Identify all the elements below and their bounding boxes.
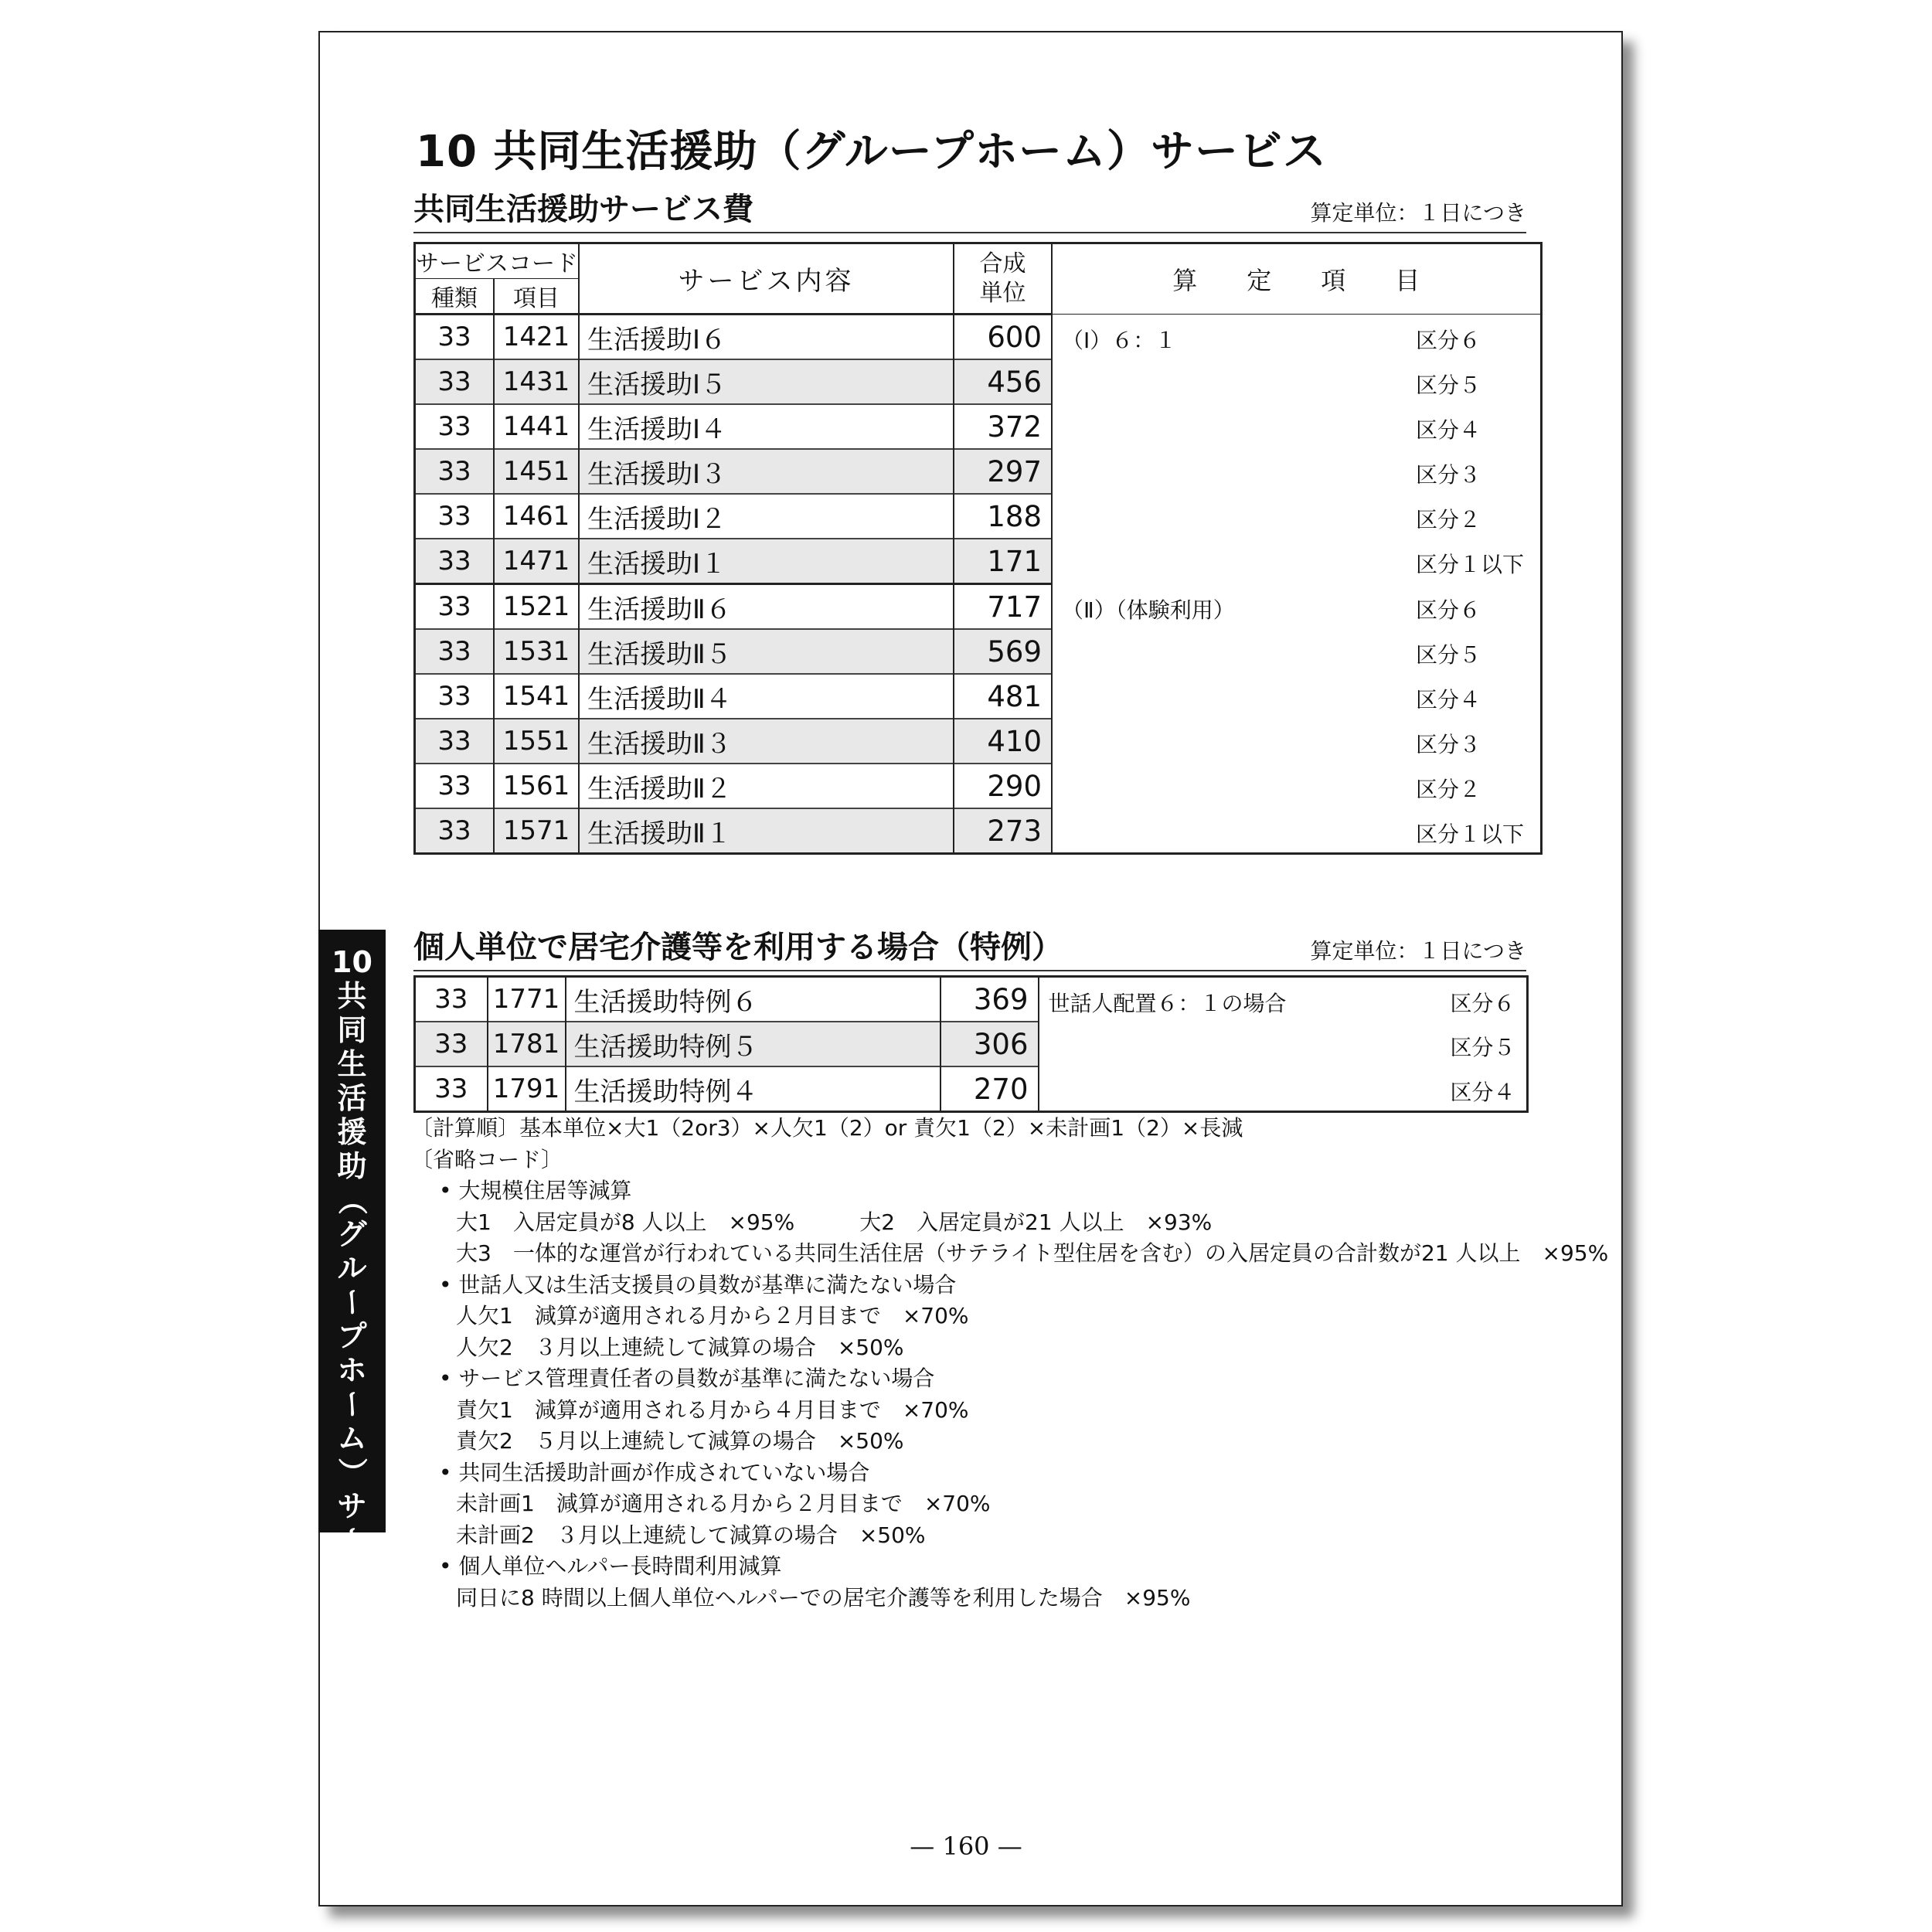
row-units: 188 xyxy=(954,494,1052,539)
calc-category: 区分１以下 xyxy=(1416,552,1525,577)
calc-category: 区分６ xyxy=(1450,991,1515,1016)
row-kind: 33 xyxy=(415,539,494,584)
row-calc-cell xyxy=(1052,315,1541,360)
row-service-name: 生活援助Ⅱ３ xyxy=(579,719,954,764)
calc-category: 区分４ xyxy=(1450,1080,1515,1105)
side-tab-char: ム xyxy=(337,1421,367,1455)
side-tab-char: ー xyxy=(335,1389,369,1419)
row-units: 456 xyxy=(954,359,1052,404)
row-calc-cell xyxy=(1039,1022,1528,1066)
table-row xyxy=(415,977,1528,1022)
page-number: — 160 — xyxy=(910,1832,1022,1861)
row-code: 1551 xyxy=(494,719,579,764)
row-units: 717 xyxy=(954,584,1052,630)
row-units: 171 xyxy=(954,539,1052,584)
group1-rows xyxy=(415,315,1542,584)
calc-category: 区分６ xyxy=(1416,597,1481,623)
special-case-table xyxy=(413,975,1529,1113)
row-kind: 33 xyxy=(415,629,494,674)
row-kind: 33 xyxy=(415,674,494,719)
section1-unit: 算定単位：１日につき xyxy=(1310,200,1526,226)
calc-category: 区分２ xyxy=(1416,507,1481,532)
header-service-content: サービス内容 xyxy=(579,243,954,315)
side-tab-char: 助 xyxy=(337,1149,367,1183)
section2-unit: 算定単位：１日につき xyxy=(1310,938,1526,964)
row-units: 306 xyxy=(940,1022,1039,1066)
table-row xyxy=(415,584,1542,630)
row-code: 1461 xyxy=(494,494,579,539)
side-tab xyxy=(318,930,386,1625)
row-units: 569 xyxy=(954,629,1052,674)
note-line: 〔計算順〕基本単位×大1（2or3）×人欠1（2）or 責欠1（2）×未計画1（2）×長減 xyxy=(411,1115,1243,1141)
row-code: 1471 xyxy=(494,539,579,584)
table-row xyxy=(415,494,1542,539)
side-tab-char: ホ xyxy=(337,1353,367,1387)
row-kind: 33 xyxy=(415,494,494,539)
row-calc-cell xyxy=(1052,629,1541,674)
row-units: 297 xyxy=(954,449,1052,494)
note-line: • 共同生活援助計画が作成されていない場合 xyxy=(439,1459,870,1485)
row-code: 1431 xyxy=(494,359,579,404)
row-code: 1571 xyxy=(494,808,579,854)
side-tab-char: サ xyxy=(337,1489,367,1523)
header-calc-items: 算 定 項 目 xyxy=(1052,243,1541,315)
row-kind: 33 xyxy=(415,359,494,404)
section2-heading: 個人単位で居宅介護等を利用する場合（特例） xyxy=(413,930,1063,965)
side-tab-char: ビ xyxy=(337,1557,367,1591)
row-calc-cell xyxy=(1052,404,1541,449)
calc-category: 区分１以下 xyxy=(1416,821,1525,847)
header-units-line1: 合成 xyxy=(979,250,1026,277)
row-code: 1531 xyxy=(494,629,579,674)
calc-group-label: （Ⅰ）６：１ xyxy=(1062,328,1177,353)
header-kind: 種類 xyxy=(415,279,494,315)
row-kind: 33 xyxy=(415,404,494,449)
table-row xyxy=(415,808,1542,854)
calc-category: 区分４ xyxy=(1416,687,1481,713)
header-item: 項目 xyxy=(494,279,579,315)
row-calc-cell xyxy=(1052,449,1541,494)
table-row xyxy=(415,539,1542,584)
row-code: 1541 xyxy=(494,674,579,719)
side-tab-char: ） xyxy=(335,1457,369,1487)
side-tab-char: 同 xyxy=(337,1013,367,1047)
row-units: 273 xyxy=(954,808,1052,854)
calc-category: 区分３ xyxy=(1416,462,1481,488)
note-line: • 個人単位ヘルパー長時間利用減算 xyxy=(439,1553,782,1579)
side-tab-label xyxy=(318,945,386,1625)
calc-category: 区分５ xyxy=(1416,372,1481,398)
note-line: 未計画2 ３月以上連続して減算の場合 ×50% xyxy=(456,1522,926,1548)
calc-category: 区分６ xyxy=(1416,328,1481,353)
row-service-name: 生活援助Ⅰ４ xyxy=(579,404,954,449)
row-kind: 33 xyxy=(415,764,494,808)
row-calc-cell xyxy=(1052,359,1541,404)
table-row xyxy=(415,719,1542,764)
row-service-name: 生活援助Ⅱ６ xyxy=(579,584,954,630)
row-kind: 33 xyxy=(415,977,488,1022)
row-kind: 33 xyxy=(415,584,494,630)
row-units: 410 xyxy=(954,719,1052,764)
calc-category: 区分４ xyxy=(1416,417,1481,443)
table-row xyxy=(415,629,1542,674)
calc-category: 区分５ xyxy=(1416,642,1481,668)
row-calc-cell xyxy=(1052,674,1541,719)
row-calc-cell xyxy=(1052,539,1541,584)
notes-block xyxy=(411,1113,1608,1614)
row-service-name: 生活援助Ⅰ２ xyxy=(579,494,954,539)
row-code: 1791 xyxy=(488,1066,566,1112)
note-line: 同日に8 時間以上個人単位ヘルパーでの居宅介護等を利用した場合 ×95% xyxy=(456,1584,1191,1611)
row-calc-cell xyxy=(1052,719,1541,764)
row-units: 372 xyxy=(954,404,1052,449)
section2-header xyxy=(413,922,1526,971)
table-row xyxy=(415,359,1542,404)
row-service-name: 生活援助Ⅰ３ xyxy=(579,449,954,494)
row-calc-cell xyxy=(1052,584,1541,630)
table-row xyxy=(415,449,1542,494)
row-code: 1561 xyxy=(494,764,579,808)
row-kind: 33 xyxy=(415,808,494,854)
section1-header xyxy=(413,184,1526,233)
row-units: 481 xyxy=(954,674,1052,719)
group3-rows xyxy=(415,977,1528,1112)
row-kind: 33 xyxy=(415,1066,488,1112)
row-units: 369 xyxy=(940,977,1039,1022)
note-line: • サービス管理責任者の員数が基準に満たない場合 xyxy=(439,1366,935,1391)
side-tab-char: ー xyxy=(335,1287,369,1317)
note-line: 〔省略コード〕 xyxy=(411,1146,563,1172)
calc-category: 区分２ xyxy=(1416,777,1481,802)
row-service-name: 生活援助Ⅱ５ xyxy=(579,629,954,674)
row-calc-cell xyxy=(1052,808,1541,854)
row-calc-cell xyxy=(1052,764,1541,808)
row-service-name: 生活援助特例４ xyxy=(566,1066,940,1112)
note-line: • 世話人又は生活支援員の員数が基準に満たない場合 xyxy=(439,1271,957,1298)
note-line: 大3 一体的な運営が行われている共同生活住居（サテライト型住居を含む）の入居定員の合計数が21 人以上 ×95% xyxy=(456,1240,1609,1266)
row-service-name: 生活援助特例５ xyxy=(566,1022,940,1066)
side-tab-char: 活 xyxy=(337,1081,367,1115)
row-kind: 33 xyxy=(415,449,494,494)
table-row xyxy=(415,764,1542,808)
row-kind: 33 xyxy=(415,1022,488,1066)
header-units-line2: 単位 xyxy=(979,279,1026,307)
note-line: 大1 入居定員が8 人以上 ×95% 大2 入居定員が21 人以上 ×93% xyxy=(456,1209,1213,1235)
row-calc-cell xyxy=(1039,1066,1528,1112)
header-service-code: サービスコード xyxy=(415,243,580,279)
note-line: • 大規模住居等減算 xyxy=(439,1178,632,1203)
note-line: 人欠2 ３月以上連続して減算の場合 ×50% xyxy=(456,1334,904,1360)
row-units: 600 xyxy=(954,315,1052,360)
row-service-name: 生活援助Ⅱ４ xyxy=(579,674,954,719)
row-service-name: 生活援助Ⅰ６ xyxy=(579,315,954,360)
row-units: 290 xyxy=(954,764,1052,808)
row-code: 1421 xyxy=(494,315,579,360)
row-code: 1781 xyxy=(488,1022,566,1066)
side-tab-char: （ xyxy=(335,1185,369,1215)
page-title: 10 共同生活援助（グループホーム）サービス xyxy=(416,127,1327,177)
side-tab-char: 生 xyxy=(337,1047,367,1081)
side-tab-char: グ xyxy=(337,1217,367,1251)
table-row xyxy=(415,1022,1528,1066)
calc-group-label: 世話人配置６：１の場合 xyxy=(1048,991,1287,1016)
row-kind: 33 xyxy=(415,315,494,360)
section1-heading: 共同生活援助サービス費 xyxy=(413,192,753,227)
calc-group-label: （Ⅱ）（体験利用） xyxy=(1062,597,1235,623)
note-line: 責欠1 減算が適用される月から４月目まで ×70% xyxy=(456,1396,969,1423)
service-fee-table xyxy=(413,242,1543,855)
side-tab-char: プ xyxy=(337,1319,367,1353)
calc-category: 区分３ xyxy=(1416,732,1481,757)
row-kind: 33 xyxy=(415,719,494,764)
table-row xyxy=(415,674,1542,719)
table-row xyxy=(415,1066,1528,1112)
row-service-name: 生活援助特例６ xyxy=(566,977,940,1022)
side-tab-char: ー xyxy=(335,1525,369,1555)
note-line: 人欠1 減算が適用される月から２月目まで ×70% xyxy=(456,1303,969,1328)
side-tab-char: 共 xyxy=(337,979,367,1013)
row-calc-cell xyxy=(1039,977,1528,1022)
row-code: 1771 xyxy=(488,977,566,1022)
note-line: 責欠2 ５月以上連続して減算の場合 ×50% xyxy=(456,1428,904,1454)
row-service-name: 生活援助Ⅰ１ xyxy=(579,539,954,584)
side-tab-char: ル xyxy=(337,1251,367,1285)
side-tab-char: 援 xyxy=(337,1115,367,1149)
row-units: 270 xyxy=(940,1066,1039,1112)
row-calc-cell xyxy=(1052,494,1541,539)
row-service-name: 生活援助Ⅱ１ xyxy=(579,808,954,854)
table-row xyxy=(415,315,1542,360)
side-tab-char: ス xyxy=(337,1591,367,1625)
table-row xyxy=(415,404,1542,449)
note-line: 未計画1 減算が適用される月から２月目まで ×70% xyxy=(456,1491,991,1516)
side-tab-char: 10 xyxy=(332,945,372,979)
row-service-name: 生活援助Ⅱ２ xyxy=(579,764,954,808)
group2-rows xyxy=(415,584,1542,854)
row-code: 1451 xyxy=(494,449,579,494)
calc-category: 区分５ xyxy=(1450,1035,1515,1060)
header-units xyxy=(954,243,1052,315)
row-service-name: 生活援助Ⅰ５ xyxy=(579,359,954,404)
row-code: 1441 xyxy=(494,404,579,449)
row-code: 1521 xyxy=(494,584,579,630)
